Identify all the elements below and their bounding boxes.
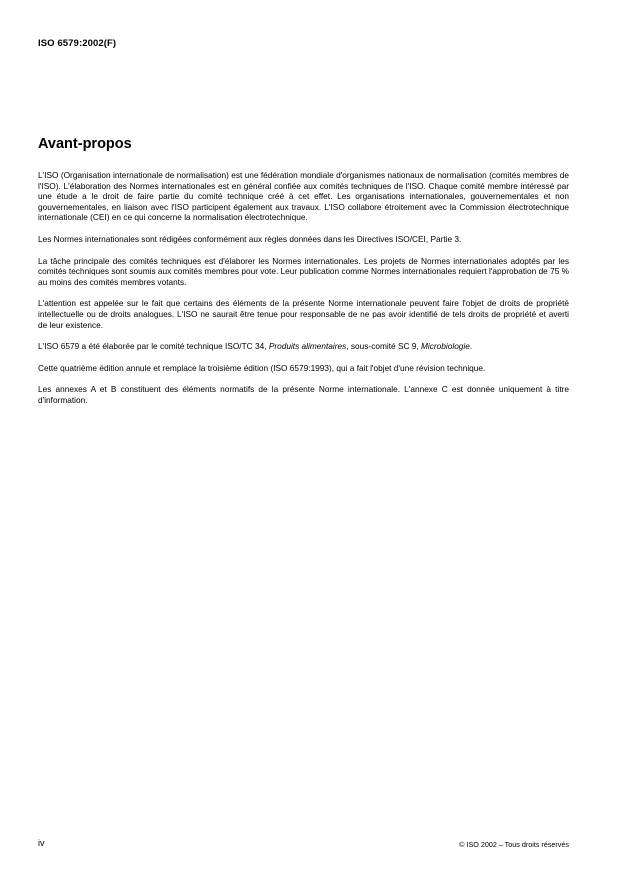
paragraph-annexes: Les annexes A et B constituent des éléments normatifs de la présente Norme internationale. L'annexe C est donnée uniquement à titre d'information. <box>38 384 569 405</box>
paragraph-iso-organisation: L'ISO (Organisation internationale de normalisation) est une fédération mondiale d'organismes nationaux de normalisation (comités membres de l'ISO). L'élaboration des Normes internationales est en général confiée aux comités techniques de l'ISO. Chaque comité membre intéressé par une étude a le droit de faire partie du comité technique créé à cet effet. Les organisations internationales, gouvernementales et non gouvernementales, en liaison avec l'ISO participent également aux travaux. L'ISO collabore étroitement avec la Commission électrotechnique internationale (CEI) en ce qui concerne la normalisation électrotechnique. <box>38 170 569 223</box>
prepared-by-text-1: L'ISO 6579 a été élaborée par le comité technique ISO/TC 34, <box>38 341 269 352</box>
section-body <box>38 170 569 417</box>
document-identifier: ISO 6579:2002(F) <box>38 38 117 49</box>
section-title: Avant-propos <box>38 136 132 152</box>
prepared-by-text-3: . <box>469 341 473 352</box>
prepared-by-text-2: , sous-comité SC 9, <box>346 341 421 352</box>
subcommittee-name: Microbiologie <box>421 341 470 352</box>
committee-name: Produits alimentaires <box>268 341 347 352</box>
copyright-notice: © ISO 2002 – Tous droits réservés <box>459 840 569 849</box>
paragraph-patent-rights: L'attention est appelée sur le fait que certains des éléments de la présente Norme internationale peuvent faire l'objet de droits de propriété intellectuelle ou de droits analogues. L'ISO ne saurait être tenue pour responsable de ne pas avoir identifié de tels droits de propriété et averti de leur existence. <box>38 298 569 330</box>
paragraph-technical-committees: La tâche principale des comités techniques est d'élaborer les Normes internationales. Les projets de Normes internationales adoptés par les comités techniques sont soumis aux comités membres pour vote. Leur publication comme Normes internationales requiert l'approbation de 75 % au moins des comités membres votants. <box>38 255 570 287</box>
paragraph-edition: Cette quatrième édition annule et remplace la troisième édition (ISO 6579:1993), qui a fait l'objet d'une révision technique. <box>38 362 486 373</box>
paragraph-directives: Les Normes internationales sont rédigées conformément aux règles données dans les Directives ISO/CEI, Partie 3. <box>38 233 462 244</box>
paragraph-prepared-by <box>38 341 569 352</box>
page-number: iv <box>38 838 45 848</box>
